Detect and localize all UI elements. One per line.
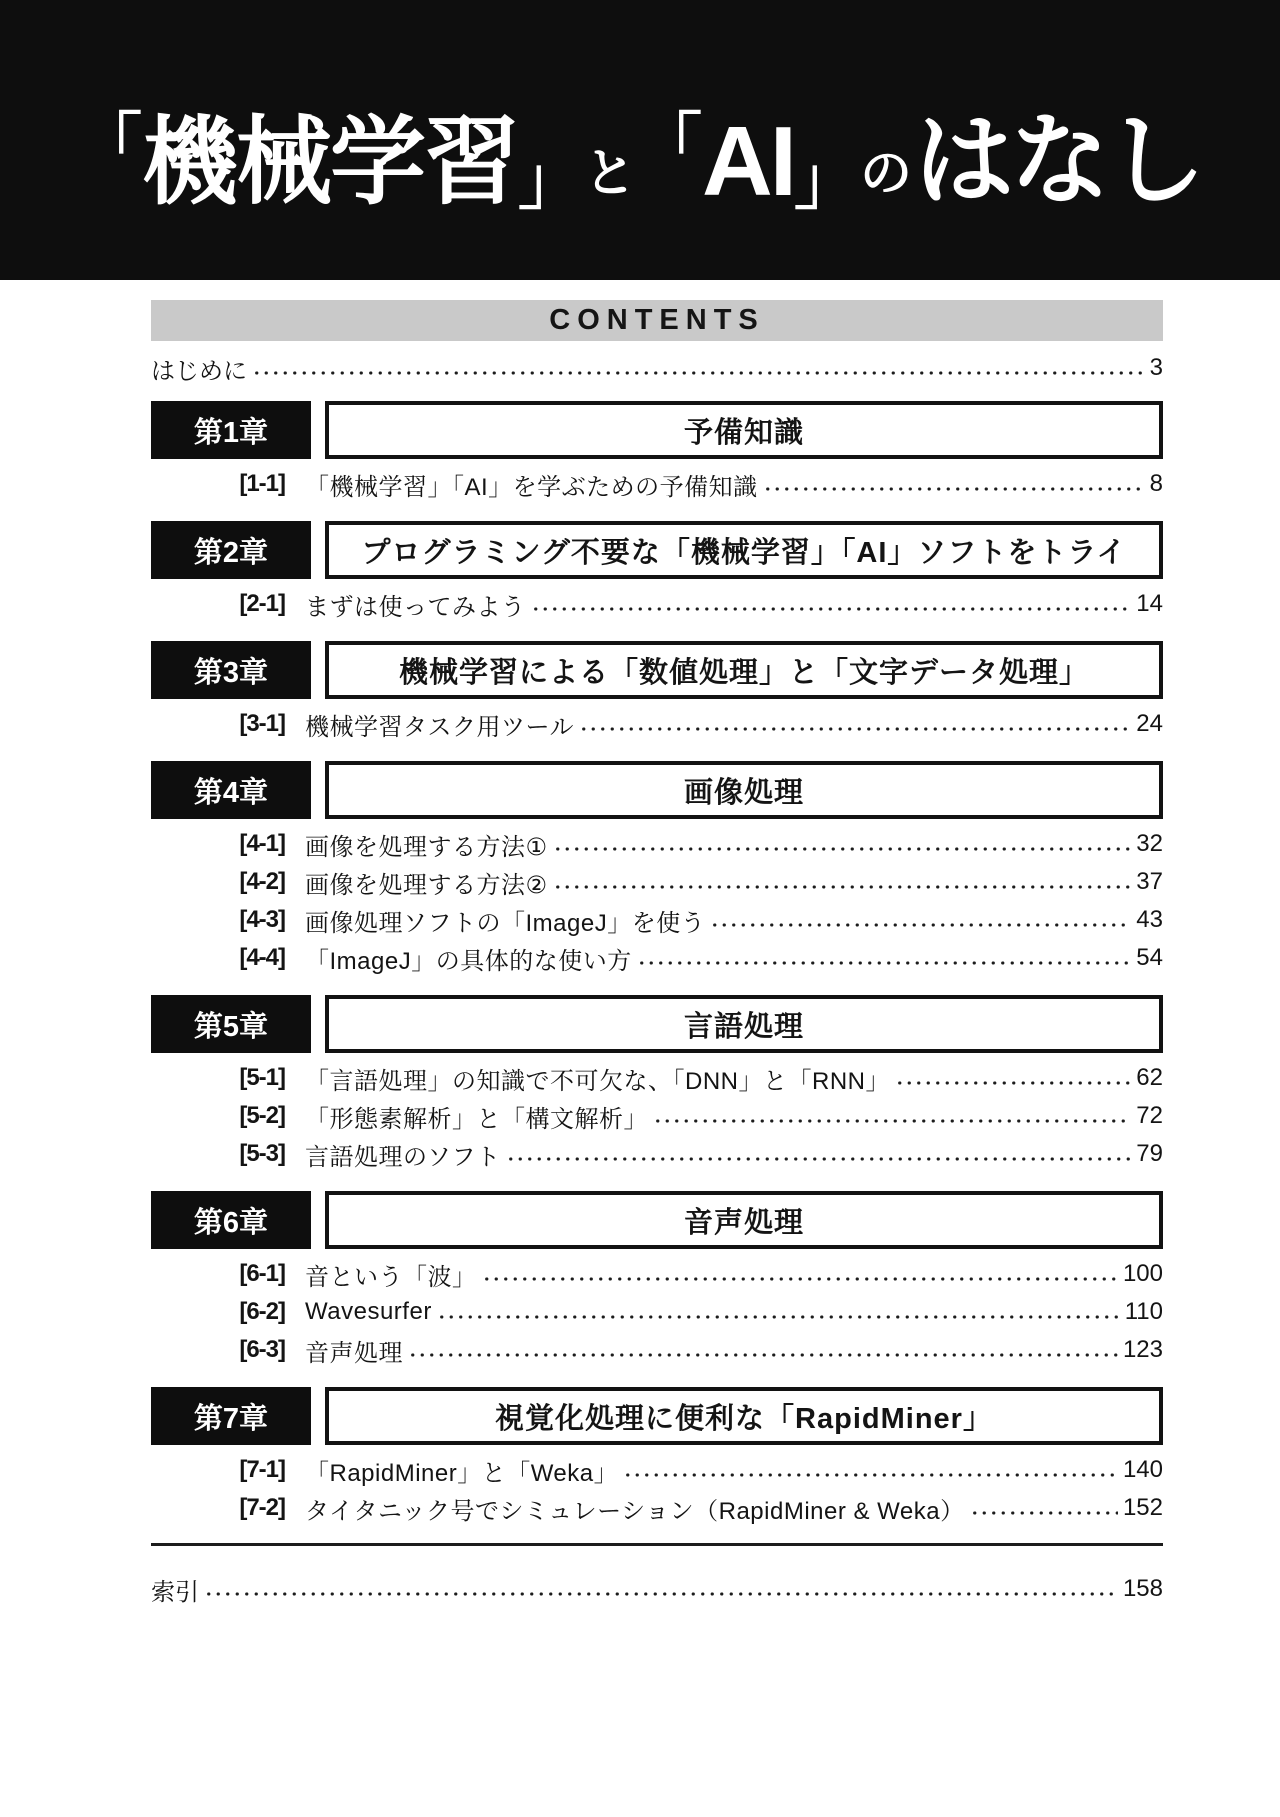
dot-leader: [553, 885, 1132, 889]
page-number: 100: [1122, 1260, 1163, 1287]
chapter-title-box: 音声処理: [325, 1191, 1163, 1249]
chapter-items: [151, 1451, 1163, 1527]
chapter-section-1: [151, 401, 1163, 503]
dot-leader: [252, 371, 1145, 375]
page-number: 62: [1136, 1064, 1163, 1091]
page-number: 152: [1122, 1494, 1163, 1521]
title-bracket-close: 」: [794, 144, 858, 217]
toc-entry-index: [151, 1572, 1163, 1606]
toc-item: [151, 901, 1163, 939]
toc-item: [151, 1135, 1163, 1173]
page-number: 110: [1124, 1298, 1163, 1325]
title-part-machine-learning: 機械学習: [141, 108, 518, 216]
dot-leader: [553, 847, 1132, 851]
item-number: [7-2]: [239, 1494, 285, 1521]
item-title: 「ImageJ」の具体的な使い方: [305, 947, 632, 975]
page-number: 43: [1136, 906, 1163, 933]
item-number: [6-2]: [239, 1298, 285, 1325]
page-number: 158: [1122, 1575, 1163, 1602]
page-number: 32: [1136, 830, 1163, 857]
dot-leader: [637, 961, 1132, 965]
chapter-section-7: [151, 1387, 1163, 1527]
chapter-section-5: [151, 995, 1163, 1173]
chapter-label-box: 第4章: [151, 761, 311, 819]
title-part-hanashi: はなし: [914, 100, 1203, 219]
item-title: 音という「波」: [305, 1263, 477, 1291]
toc-entry-intro: [151, 353, 1163, 383]
toc-item: [151, 1255, 1163, 1293]
item-title: 画像を処理する方法①: [305, 833, 548, 861]
chapter-title-box: 予備知識: [325, 401, 1163, 459]
toc-item: [151, 1451, 1163, 1489]
chapter-label-box: 第1章: [151, 401, 311, 459]
page-number: 24: [1136, 710, 1163, 737]
divider-rule: [151, 1543, 1163, 1546]
page-number: 140: [1122, 1456, 1163, 1483]
chapter-items: [151, 705, 1163, 743]
item-title: 「言語処理」の知識で不可欠な、「DNN」と「RNN」: [305, 1067, 890, 1095]
chapter-head: [151, 761, 1163, 819]
chapter-section-3: [151, 641, 1163, 743]
dot-leader: [531, 607, 1132, 611]
dot-leader: [482, 1277, 1118, 1281]
chapter-title-box: 機械学習による「数値処理」と「文字データ処理」: [325, 641, 1163, 699]
chapter-items: [151, 1255, 1163, 1369]
chapter-items: [151, 585, 1163, 623]
toc-item: [151, 705, 1163, 743]
toc-item: [151, 825, 1163, 863]
toc-item: [151, 585, 1163, 623]
title-band: [0, 0, 1280, 280]
dot-leader: [437, 1315, 1120, 1319]
toc-item: [151, 1331, 1163, 1369]
dot-leader: [653, 1119, 1131, 1123]
page-number: 72: [1136, 1102, 1163, 1129]
item-title: 画像処理ソフトの「ImageJ」を使う: [305, 909, 706, 937]
dot-leader: [970, 1511, 1118, 1515]
dot-leader: [895, 1081, 1131, 1085]
chapter-section-6: [151, 1191, 1163, 1369]
item-number: [4-1]: [239, 830, 285, 857]
chapter-label-box: 第5章: [151, 995, 311, 1053]
title-bracket-open: 「: [77, 106, 142, 179]
item-number: [4-4]: [239, 944, 285, 971]
item-number: [5-1]: [239, 1064, 285, 1091]
chapter-head: [151, 521, 1163, 579]
index-label: 索引: [151, 1578, 199, 1606]
toc-content: [151, 300, 1163, 1606]
page-number: 14: [1136, 590, 1163, 617]
item-number: [2-1]: [239, 590, 285, 617]
title-part-ai: AI: [702, 105, 794, 216]
chapter-label-box: 第2章: [151, 521, 311, 579]
page-number: 54: [1136, 944, 1163, 971]
page-number: 8: [1149, 470, 1163, 497]
toc-item: [151, 465, 1163, 503]
dot-leader: [763, 487, 1145, 491]
chapter-head: [151, 641, 1163, 699]
toc-item: [151, 1059, 1163, 1097]
dot-leader: [408, 1353, 1118, 1357]
dot-leader: [710, 923, 1131, 927]
item-number: [6-3]: [239, 1336, 285, 1363]
item-number: [5-2]: [239, 1102, 285, 1129]
dot-leader: [204, 1592, 1118, 1596]
item-title: 「RapidMiner」と「Weka」: [305, 1459, 619, 1487]
contents-label: CONTENTS: [549, 304, 765, 336]
chapter-section-2: [151, 521, 1163, 623]
title-bracket-open: 「: [638, 106, 702, 179]
toc-item: [151, 863, 1163, 901]
title-bracket-close: 」: [517, 144, 582, 217]
chapter-head: [151, 1191, 1163, 1249]
chapter-title-box: 視覚化処理に便利な「RapidMiner」: [325, 1387, 1163, 1445]
chapter-items: [151, 825, 1163, 977]
item-number: [3-1]: [239, 710, 285, 737]
chapter-label-box: 第6章: [151, 1191, 311, 1249]
item-title: 「形態素解析」と「構文解析」: [305, 1105, 648, 1133]
dot-leader: [506, 1157, 1132, 1161]
item-title: タイタニック号でシミュレーション（RapidMiner & Weka）: [305, 1497, 965, 1525]
item-title: 機械学習タスク用ツール: [305, 713, 575, 741]
toc-item: [151, 1293, 1163, 1331]
item-title: 言語処理のソフト: [305, 1143, 501, 1171]
toc-item: [151, 939, 1163, 977]
chapter-section-4: [151, 761, 1163, 977]
dot-leader: [579, 727, 1131, 731]
item-number: [5-3]: [239, 1140, 285, 1167]
page-number: 79: [1136, 1140, 1163, 1167]
chapter-items: [151, 465, 1163, 503]
contents-header-bar: [151, 300, 1163, 341]
chapter-title-box: 言語処理: [325, 995, 1163, 1053]
item-title: 画像を処理する方法②: [305, 871, 548, 899]
page-number: 123: [1122, 1336, 1163, 1363]
item-title: まずは使ってみよう: [305, 593, 526, 621]
chapter-title-box: プログラミング不要な「機械学習」「AI」ソフトをトライ: [325, 521, 1163, 579]
chapter-label-box: 第3章: [151, 641, 311, 699]
item-number: [4-3]: [239, 906, 285, 933]
item-number: [6-1]: [239, 1260, 285, 1287]
page-number: 37: [1136, 868, 1163, 895]
item-title: 音声処理: [305, 1339, 403, 1367]
item-title: 「機械学習」「AI」を学ぶための予備知識: [305, 473, 758, 501]
chapter-head: [151, 995, 1163, 1053]
item-number: [4-2]: [239, 868, 285, 895]
toc-item: [151, 1489, 1163, 1527]
item-number: [1-1]: [239, 470, 285, 497]
book-title: [77, 100, 1203, 219]
chapter-head: [151, 1387, 1163, 1445]
intro-label: はじめに: [151, 357, 247, 385]
chapter-head: [151, 401, 1163, 459]
toc-item: [151, 1097, 1163, 1135]
dot-leader: [623, 1473, 1118, 1477]
chapter-title-box: 画像処理: [325, 761, 1163, 819]
title-connector-no: の: [860, 144, 913, 203]
chapter-label-box: 第7章: [151, 1387, 311, 1445]
item-number: [7-1]: [239, 1456, 285, 1483]
item-title: Wavesurfer: [305, 1298, 432, 1325]
chapter-items: [151, 1059, 1163, 1173]
title-connector-to: と: [583, 144, 636, 203]
page-number: 3: [1149, 354, 1163, 381]
